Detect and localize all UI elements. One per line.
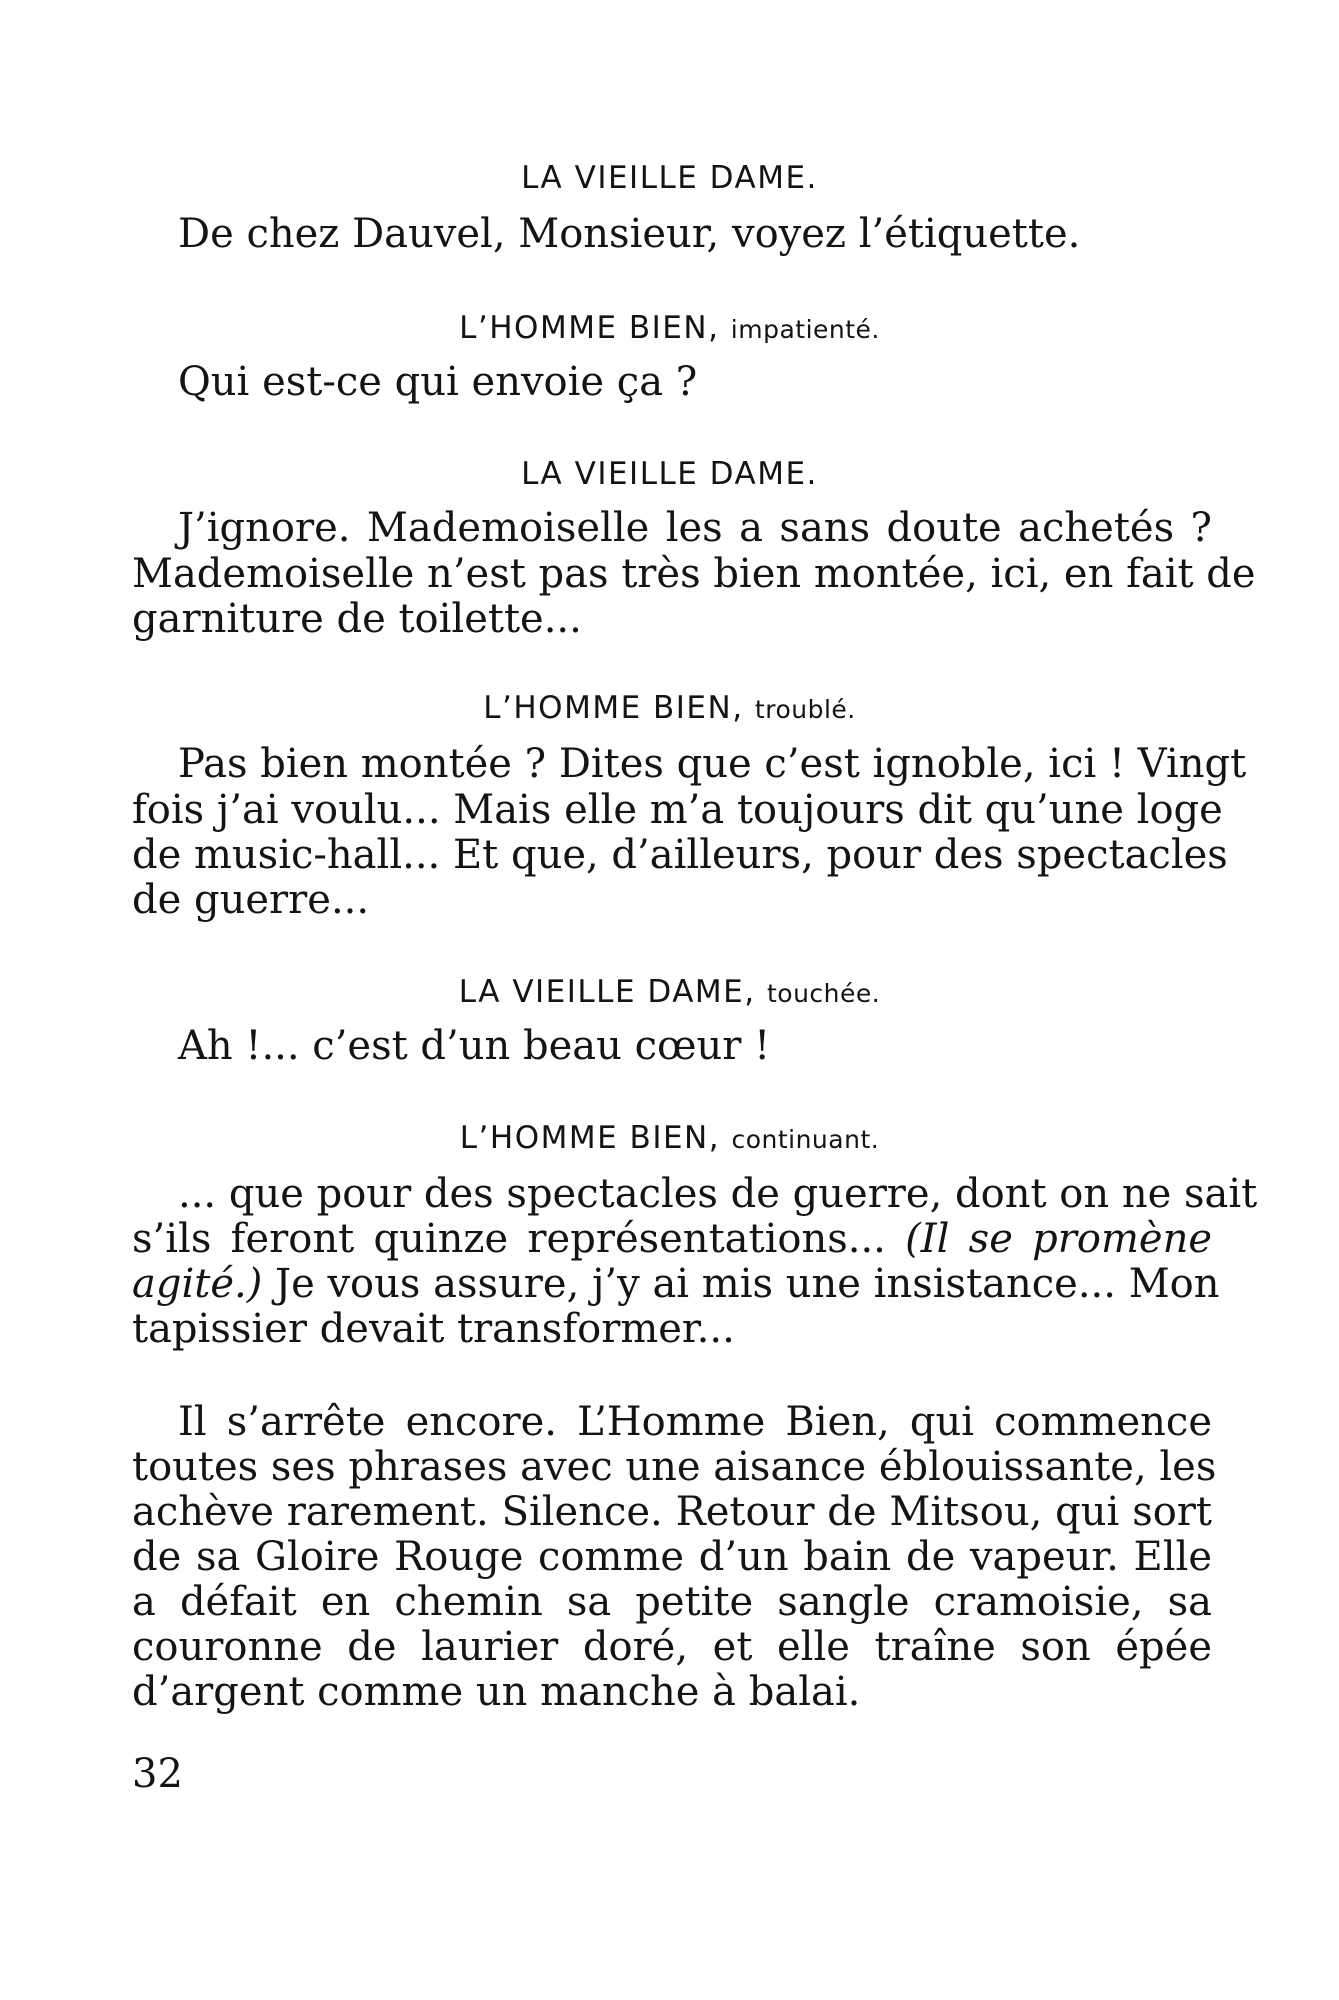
speaker-name: LA VIEILLE DAME, bbox=[458, 974, 756, 1010]
dialogue-line bbox=[132, 1261, 1220, 1307]
dialogue-line bbox=[132, 1217, 1212, 1261]
dialogue-line: Pas bien montée ? Dites que c’est ignoble, ici ! Vingt bbox=[178, 741, 1247, 787]
page-number: 32 bbox=[132, 1751, 183, 1797]
dialogue-text: s’ils feront quinze représentations... bbox=[132, 1216, 886, 1262]
speaker-heading bbox=[0, 456, 1339, 492]
speaker-heading bbox=[0, 690, 1339, 726]
stage-direction: impatienté. bbox=[730, 315, 880, 344]
dialogue-line: Ah !... c’est d’un beau cœur ! bbox=[178, 1023, 771, 1069]
dialogue-line: tapissier devait transformer... bbox=[132, 1306, 735, 1352]
stage-direction: continuant. bbox=[731, 1125, 880, 1154]
dialogue-line: De chez Dauvel, Monsieur, voyez l’étiquette. bbox=[178, 211, 1081, 257]
stage-direction-inline: agité.) bbox=[132, 1261, 263, 1307]
speaker-heading bbox=[0, 1120, 1339, 1156]
narration-line: achève rarement. Silence. Retour de Mitsou, qui sort bbox=[132, 1489, 1212, 1535]
speaker-name: LA VIEILLE DAME. bbox=[521, 456, 818, 492]
narration-line: couronne de laurier doré, et elle traîne son épée bbox=[132, 1624, 1212, 1670]
stage-direction: troublé. bbox=[754, 695, 856, 724]
narration-line: d’argent comme un manche à balai. bbox=[132, 1669, 861, 1715]
speaker-heading bbox=[0, 974, 1339, 1010]
dialogue-line: Qui est-ce qui envoie ça ? bbox=[178, 359, 698, 405]
narration-line: a défait en chemin sa petite sangle cramoisie, sa bbox=[132, 1579, 1212, 1625]
speaker-name: LA VIEILLE DAME. bbox=[521, 160, 818, 196]
dialogue-text: Je vous assure, j’y ai mis une insistance... Mon bbox=[275, 1261, 1220, 1307]
dialogue-line: de music-hall... Et que, d’ailleurs, pour des spectacles bbox=[132, 832, 1228, 878]
dialogue-line: J’ignore. Mademoiselle les a sans doute achetés ? bbox=[178, 505, 1212, 551]
speaker-name: L’HOMME BIEN, bbox=[459, 310, 720, 346]
stage-direction: touchée. bbox=[766, 979, 881, 1008]
speaker-heading bbox=[0, 310, 1339, 346]
narration-line: toutes ses phrases avec une aisance éblouissante, les bbox=[132, 1444, 1217, 1490]
speaker-name: L’HOMME BIEN, bbox=[483, 690, 744, 726]
speaker-heading bbox=[0, 160, 1339, 196]
stage-direction-inline: (Il se promène bbox=[905, 1216, 1212, 1262]
dialogue-line: ... que pour des spectacles de guerre, dont on ne sait bbox=[178, 1171, 1258, 1217]
narration-line: de sa Gloire Rouge comme d’un bain de vapeur. Elle bbox=[132, 1534, 1212, 1580]
speaker-name: L’HOMME BIEN, bbox=[459, 1120, 721, 1156]
dialogue-line: garniture de toilette... bbox=[132, 596, 582, 642]
dialogue-line: Mademoiselle n’est pas très bien montée, ici, en fait de bbox=[132, 551, 1256, 597]
dialogue-line: de guerre... bbox=[132, 877, 370, 923]
narration-line: Il s’arrête encore. L’Homme Bien, qui commence bbox=[178, 1399, 1212, 1445]
dialogue-line: fois j’ai voulu... Mais elle m’a toujours dit qu’une loge bbox=[132, 787, 1223, 833]
